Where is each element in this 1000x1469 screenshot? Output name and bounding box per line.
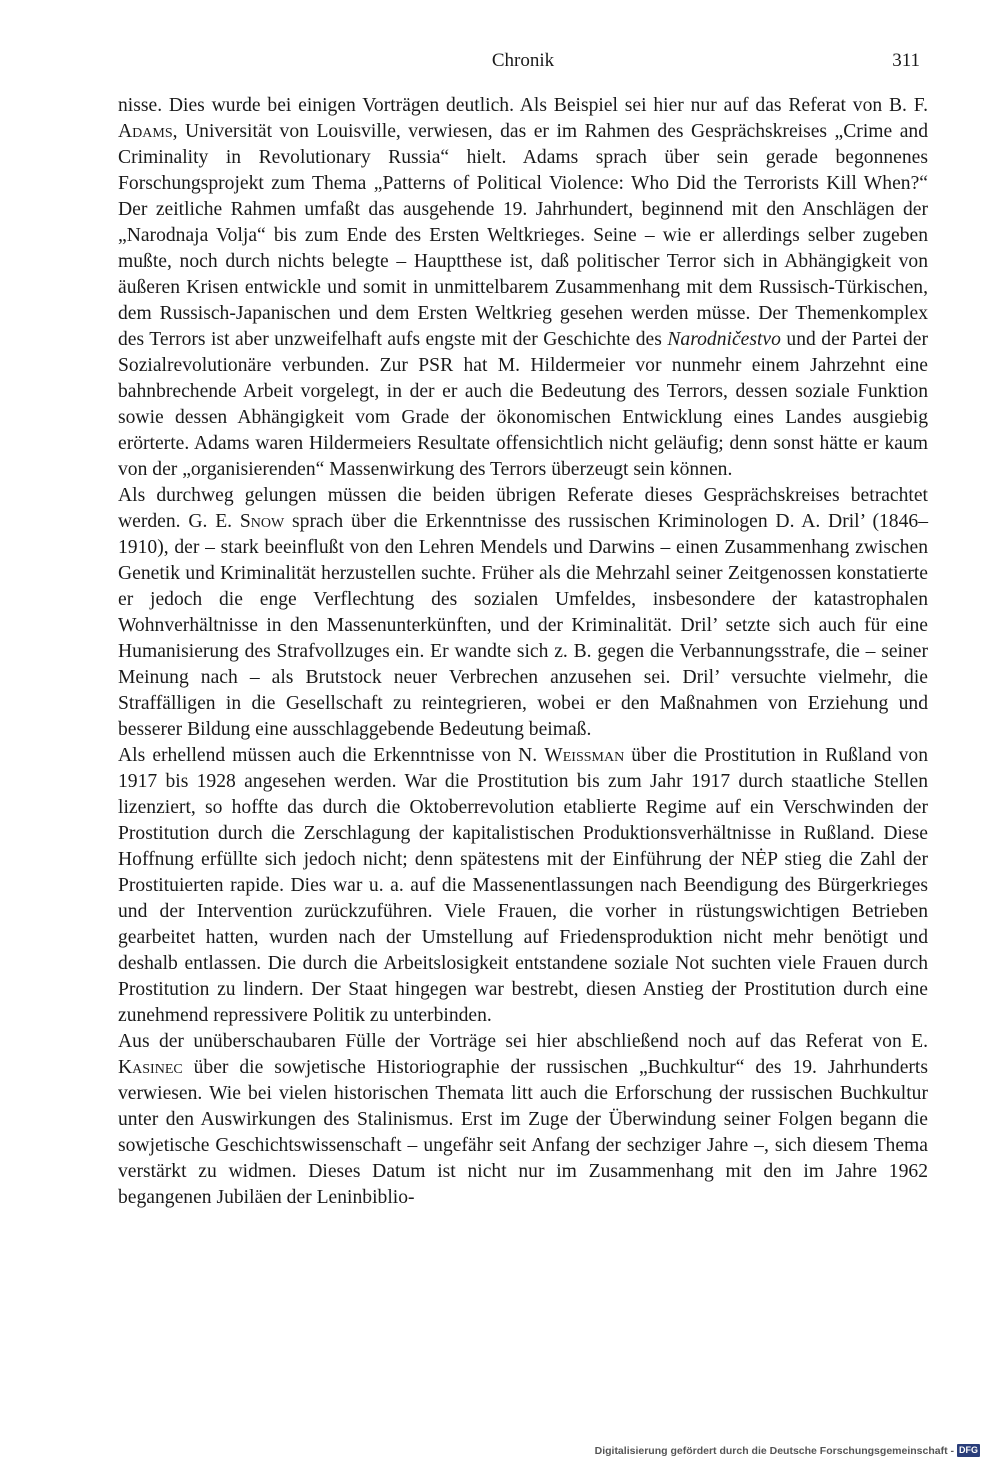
- dfg-logo: DFG: [959, 1445, 978, 1455]
- credit-text: Digitalisierung gefördert durch die Deutsche Forschungsgemeinschaft -: [594, 1444, 954, 1457]
- body-text: [118, 93, 928, 1211]
- paragraph: Als erhellend müssen auch die Erkenntnisse von N. Weissman über die Prostitution in Rußland von 1917 bis 1928 angesehen werden. War die Prostitution bis zum Jahr 1917 durch staatliche Stellen lizenziert, so hoffte das durch die Oktoberrevolution etablierte Regime auf ein Verschwinden der Prostitution durch die Zerschlagung der kapitalistischen Produktionsverhältnisse in Rußland. Diese Hoffnung erfüllte sich jedoch nicht; denn spätestens mit der Einführung der NĖP stieg die Zahl der Prostituierten rapide. Dies war u. a. auf die Massenentlassungen nach Beendigung des Bürgerkrieges und der Intervention zurückzuführen. Viele Frauen, die vorher in rüstungswichtigen Betrieben gearbeitet hatten, wurden nach der Umstellung auf Friedensproduktion nicht mehr benötigt und deshalb entlassen. Die durch die Arbeitslosigkeit entstandene soziale Not suchten viele Frauen durch Prostitution zu lindern. Der Staat hingegen war bestrebt, diesen Anstieg der Prostitution durch eine zunehmend repressivere Politik zu unterbinden.: [118, 745, 929, 1026]
- page-number: 311: [892, 50, 920, 71]
- author-name: Snow: [239, 511, 285, 532]
- italic-term: Narodničestvo: [667, 329, 781, 350]
- running-head: [118, 50, 928, 78]
- paragraph: Als durchweg gelungen müssen die beiden übrigen Referate dieses Gesprächskreises betrachtet werden. G. E. Snow sprach über die Erkenntnisse des russischen Kriminologen D. A. Dril’ (1846–1910), der – stark beeinflußt von den Lehren Mendels und Darwins – einen Zusammenhang zwischen Genetik und Kriminalität herzustellen suchte. Früher als die Mehrzahl seiner Zeitgenossen konstatierte er jedoch die enge Verflechtung des sozialen Umfeldes, insbesondere der katastrophalen Wohnverhältnisse in den Massenunterkünften, und der Kriminalität. Dril’ setzte sich auch für eine Humanisierung des Strafvollzuges ein. Er wandte sich z. B. gegen die Verbannungsstrafe, die – seiner Meinung nach – als Brutstock neuer Verbrechen anzusehen sei. Dril’ versuchte vielmehr, die Straffälligen in die Gesellschaft zu reintegrieren, wobei er den Maßnahmen von Erziehung und besserer Bildung eine ausschlaggebende Bedeutung beimaß.: [118, 485, 928, 740]
- author-name: Weissman: [544, 745, 625, 766]
- author-name: Adams: [118, 121, 173, 142]
- paragraph: nisse. Dies wurde bei einigen Vorträgen deutlich. Als Beispiel sei hier nur auf das Referat von B. F. Adams, Universität von Louisville, verwiesen, das er im Rahmen des Gesprächskreises „Crime and Criminality in Revolutionary Russia“ hielt. Adams sprach über sein gerade begonnenes Forschungsprojekt zum Thema „Patterns of Political Violence: Who Did the Terrorists Kill When?“ Der zeitliche Rahmen umfaßt das ausgehende 19. Jahrhundert, beginnend mit den Anschlägen der „Narodnaja Volja“ bis zum Ende des Ersten Weltkrieges. Seine – wie er allerdings selber zugeben mußte, noch durch nichts belegte – Hauptthese ist, daß politischer Terror sich in Abhängigkeit von äußeren Krisen entwickle und somit in unmittelbarem Zusammenhang mit dem Russisch-Türkischen, dem Russisch-Japanischen und dem Ersten Weltkrieg gesehen werden müsse. Der Themenkomplex des Terrors ist aber unzweifelhaft aufs engste mit der Geschichte des Narodničestvo und der Partei der Sozialrevolutionäre verbunden. Zur PSR hat M. Hildermeier vor nunmehr einem Jahrzehnt eine bahnbrechende Arbeit vorgelegt, in der er auch die Bedeutung des Terrors, dessen soziale Funktion sowie dessen Abhängigkeit vom Grade der ökonomischen Entwicklung eines Landes ausgiebig erörterte. Adams waren Hildermeiers Resultate offensichtlich nicht geläufig; denn sonst hätte er kaum von der „organisierenden“ Massenwirkung des Terrors überzeugt sein können.: [118, 95, 928, 480]
- running-title: Chronik: [491, 50, 555, 71]
- paragraph: Aus der unüberschaubaren Fülle der Vorträge sei hier abschließend noch auf das Referat von E. Kasinec über die sowjetische Historiographie der russischen „Buchkultur“ des 19. Jahrhunderts verwiesen. Wie bei vielen historischen Themata litt auch die Erforschung der russischen Buchkultur unter den Auswirkungen des Stalinismus. Erst im Zuge der Überwindung seiner Folgen begann die sowjetische Geschichtswissenschaft – ungefähr seit Anfang der sechziger Jahre –, sich diesem Thema verstärkt zu widmen. Dieses Datum ist nicht nur im Zusammenhang mit den im Jahre 1962 begangenen Jubiläen der Leninbiblio-: [118, 1031, 928, 1208]
- author-name: Kasinec: [118, 1057, 183, 1078]
- digitization-credit: [595, 1444, 980, 1457]
